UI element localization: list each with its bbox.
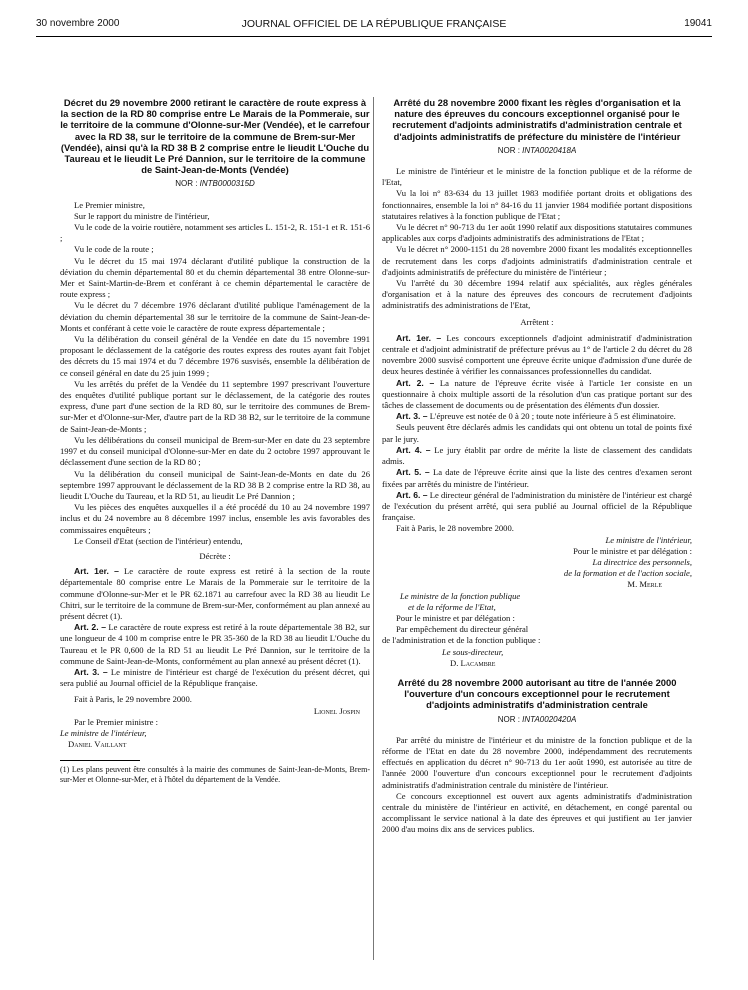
arrete-title-2: Arrêté du 28 novembre 2000 autorisant au titre de l'année 2000 l'ouverture d'un concours exceptionnel pour le recrutement d'adjoints administratifs d'administration centrale — [397, 676, 677, 711]
footnote-rule — [60, 760, 140, 761]
sig-name: M. Merle — [627, 579, 662, 590]
para: Vu les arrêtés du préfet de la Vendée du 11 septembre 1997 prescrivant l'ouverture des enquêtes d'utilité publique portant sur le déclassement, de la catégorie des routes express, d'une part d'une section de la RD 80, sur le territoire des communes de Brem-sur-Mer et d'Olonne-sur-Mer, d'autre part de la RD 38 B2, sur le territoire de la commune de Saint-Jean-de-Monts ; — [60, 378, 370, 434]
article-2: Art. 2. – La nature de l'épreuve écrite visée à l'article 1er consiste en un questionnaire à choix multiple assorti de la résolution d'un cas pratique portant sur des tâches de classement de documents ou de présentation des éléments d'un dossier. — [382, 377, 692, 411]
arrete-nor-1: NOR : INTA0020418A — [497, 145, 577, 155]
para: Sur le rapport du ministre de l'intérieur, — [74, 210, 210, 221]
page-header — [36, 18, 712, 32]
signature-pm: Lionel Jospin — [313, 705, 360, 716]
para: Vu la délibération du conseil général de la Vendée en date du 15 novembre 1991 proposant le déclassement de la catégorie des routes express des routes ayant fait l'objet des décrets du 15 mai 1974 et du 7 décembre 1976 susvisés, ensemble la délibération de ce conseil général en date du 25 juin 1999 ; — [60, 334, 370, 378]
footnote: (1) Les plans peuvent être consultés à la mairie des communes de Saint-Jean-de-Monts, Brem-sur-Mer et Olonne-sur-Mer, et à l'hôtel du département de la Vendée. — [60, 765, 370, 785]
column-divider — [373, 97, 374, 960]
sig-line: Pour le ministre et par délégation : — [396, 612, 515, 623]
article-4: Art. 4. – Le jury établit par ordre de mérite la liste de classement des candidats admis. — [382, 444, 692, 467]
para: Vu le décret n° 2000-1151 du 28 novembre 2000 fixant les modalités exceptionnelles de recrutement dans les corps d'adjoints administratifs d'administration centrale et d'adjoints administratifs de préfecture du ministère de l'intérieur ; — [382, 244, 692, 277]
article-1: Art. 1er. – Le caractère de route express est retiré à la section de la route départementale 80 comprise entre Le Marais de la Pommeraie sur le territoire de la commune d'Olonne-sur-Mer et le PR 62.1871 au carrefour avec la RD 38 au lieudit Le Chitri, sur le territoire de la commune de Brem-sur-Mer, conformément au plan annexé au présent décret (1). — [60, 566, 371, 621]
para: Vu le code de la voirie routière, notamment ses articles L. 151-2, R. 151-1 et R. 151-6 ; — [60, 222, 370, 244]
article-1: Art. 1er. – Les concours exceptionnels d'adjoint administratif d'administration centrale et d'adjoint administratif de préfecture prévus au 1° de l'article 2 du décret du 28 novembre 2000 susvisé comportent une épreuve écrite unique d'admission d'une durée de deux heures destinée à vérifier les connaissances professionnelles du candidat. — [382, 332, 692, 377]
article-3: Art. 3. – L'épreuve est notée de 0 à 20 ; toute note inférieure à 5 est éliminatoire. — [396, 411, 676, 422]
left-column — [60, 97, 370, 785]
page-number: 19041 — [684, 18, 712, 29]
para: Seuls peuvent être déclarés admis les candidats qui ont obtenu un total de points fixé par le jury. — [382, 422, 692, 444]
sig-line: de la formation et de l'action sociale, — [563, 568, 692, 579]
sig-line: Le ministre de la fonction publique — [400, 590, 521, 601]
arrete-title-1: Arrêté du 28 novembre 2000 fixant les règles d'organisation et la nature des épreuves du concours exceptionnel organisé pour le recrutement d'adjoints administratifs d'administration centrale et d'adjoints administratifs de préfecture du ministère de l'intérieur — [392, 97, 682, 142]
sig-line: Le ministre de l'intérieur, — [605, 534, 692, 545]
sig-line: Par empêchement du directeur général — [396, 624, 529, 635]
para: Vu le code de la route ; — [74, 244, 154, 255]
para: Le Conseil d'Etat (section de l'intérieur) entendu, — [74, 535, 243, 546]
sig-line: Pour le ministre et par délégation : — [573, 545, 692, 556]
para: Le ministre de l'intérieur et le ministre de la fonction publique et de la réforme de l'Etat, — [382, 166, 692, 188]
signature-name: Daniel Vaillant — [68, 739, 127, 750]
article-3: Art. 3. – Le ministre de l'intérieur est chargé de l'exécution du présent décret, qui sera publié au Journal officiel de la République française. — [60, 666, 370, 689]
decree-nor: NOR : INTB0000315D — [175, 179, 255, 189]
sig-name: D. Lacambre — [450, 657, 496, 668]
right-column — [382, 97, 692, 836]
header-rule — [36, 36, 712, 37]
decrete-heading: Décrète : — [199, 550, 231, 561]
article-2: Art. 2. – Le caractère de route express est retiré à la route départementale 38 B2, sur une longueur de 4 100 m comprise entre le PR 35-360 de la RD 38 au lieudit L'Ouche du Taureau et le PR 0,600 de la RD 51 au lieudit Le Pré Dannion, sur le territoire de la commune de Saint-Jean-de-Monts, conformément au plan annexé au présent décret (1). — [60, 622, 370, 666]
arretent-heading: Arrêtent : — [520, 316, 554, 327]
para: Vu les délibérations du conseil municipal de Brem-sur-Mer en date du 23 septembre 1997 et du conseil municipal d'Olonne-sur-Mer en date du 2 octobre 1997 approuvant le déclassement d'une section de la RD 80 ; — [60, 434, 370, 468]
header-date: 30 novembre 2000 — [36, 18, 120, 29]
article-6: Art. 6. – Le directeur général de l'administration du ministère de l'intérieur est chargé de l'exécution du présent arrêté, qui sera publié au Journal officiel de la République française. — [382, 489, 692, 523]
article-5: Art. 5. – La date de l'épreuve écrite ainsi que la liste des centres d'examen seront fixées par arrêtés du ministre de l'intérieur. — [382, 467, 692, 489]
para: Vu le décret n° 90-713 du 1er août 1990 relatif aux dispositions statutaires communes applicables aux corps d'adjoints administratifs des administrations de l'Etat ; — [382, 222, 692, 244]
para: Vu les pièces des enquêtes auxquelles il a été procédé du 10 au 24 novembre 1997 inclus et du 24 novembre au 8 décembre 1997 inclus, ensemble les avis favorables des commissaires enquêteurs ; — [60, 502, 370, 535]
para: Ce concours exceptionnel est ouvert aux agents administratifs d'administration centrale du ministère de l'intérieur en activité, en détachement, en congé parental ou accomplissant le service national à la date des épreuves et qui justifient au 1er janvier 2000 d'au moins dix ans de services publics. — [382, 790, 692, 835]
sig-line: La directrice des personnels, — [592, 556, 692, 567]
para: Vu le décret du 15 mai 1974 déclarant d'utilité publique la construction de la déviation du chemin départemental 80 et du chemin départemental 38 entre Olonne-sur-Mer et Saint-Martin-de-Brem et conférant à ce chemin départemental le caractère de route express ; — [60, 255, 370, 300]
sig-line: de l'administration et de la fonction publique : — [382, 635, 541, 646]
para: Le Premier ministre, — [74, 199, 145, 210]
para: Vu le décret du 7 décembre 1976 déclarant d'utilité publique l'aménagement de la déviation du chemin départemental 38 sur le territoire de la commune de Saint-Jean-de-Monts et conférant à cette voie le caractère de route express départementale ; — [60, 300, 370, 333]
sig-line: Le sous-directeur, — [442, 646, 504, 657]
signature-par: Par le Premier ministre : — [74, 716, 159, 727]
journal-title: JOURNAL OFFICIEL DE LA RÉPUBLIQUE FRANÇAISE — [241, 18, 507, 30]
arrete-nor-2: NOR : INTA0020420A — [497, 714, 577, 724]
para: Vu la loi n° 83-634 du 13 juillet 1983 modifiée portant droits et obligations des fonctionnaires, ensemble la loi n° 84-16 du 11 janvier 1984 modifiée portant dispositions statutaires relatives à la fonction publique de l'Etat ; — [382, 188, 692, 221]
signature-date: Fait à Paris, le 28 novembre 2000. — [396, 523, 514, 534]
sig-line: et de la réforme de l'Etat, — [408, 601, 496, 612]
para: Par arrêté du ministre de l'intérieur et du ministre de la fonction publique et de la réforme de l'Etat en date du 28 novembre 2000, indépendamment des recrutements effectués en application du décret n° 90-713 du 1er août 1990, est autorisée au titre de l'année 2000 l'ouverture d'un concours exceptionnel pour le recrutement d'adjoints administratifs d'administration centrale du ministère de l'intérieur. — [382, 734, 692, 790]
signature-date: Fait à Paris, le 29 novembre 2000. — [74, 694, 192, 705]
para: Vu la délibération du conseil municipal de Saint-Jean-de-Monts en date du 26 septembre 1997 approuvant le déclassement de la RD 38 B 2 comprise entre la RD 38, au lieudit L'Ouche du Taureau, et la RD 51, au lieudit Le Pré Dannion ; — [60, 468, 370, 501]
para: Vu l'arrêté du 30 décembre 1994 relatif aux spécialités, aux règles générales d'organisation et à la nature des épreuves des concours de recrutement d'adjoints administratifs des administrations de l'Etat, — [382, 278, 692, 311]
decree-title: Décret du 29 novembre 2000 retirant le caractère de route express à la section de la RD 80 comprise entre Le Marais de la Pommeraie, sur le territoire de la commune d'Olonne-sur-Mer (Vendée), et le carrefour avec la RD 38, sur le territoire de la commune de Brem-sur-Mer (Vendée), ainsi qu'à la RD 38 B 2 comprise entre le lieudit L'Ouche du Taureau et le lieudit Le Pré Dannion, sur le territoire de la commune de Saint-Jean-de-Monts (Vendée) — [60, 97, 370, 176]
signature-minister: Le ministre de l'intérieur, — [60, 727, 147, 738]
